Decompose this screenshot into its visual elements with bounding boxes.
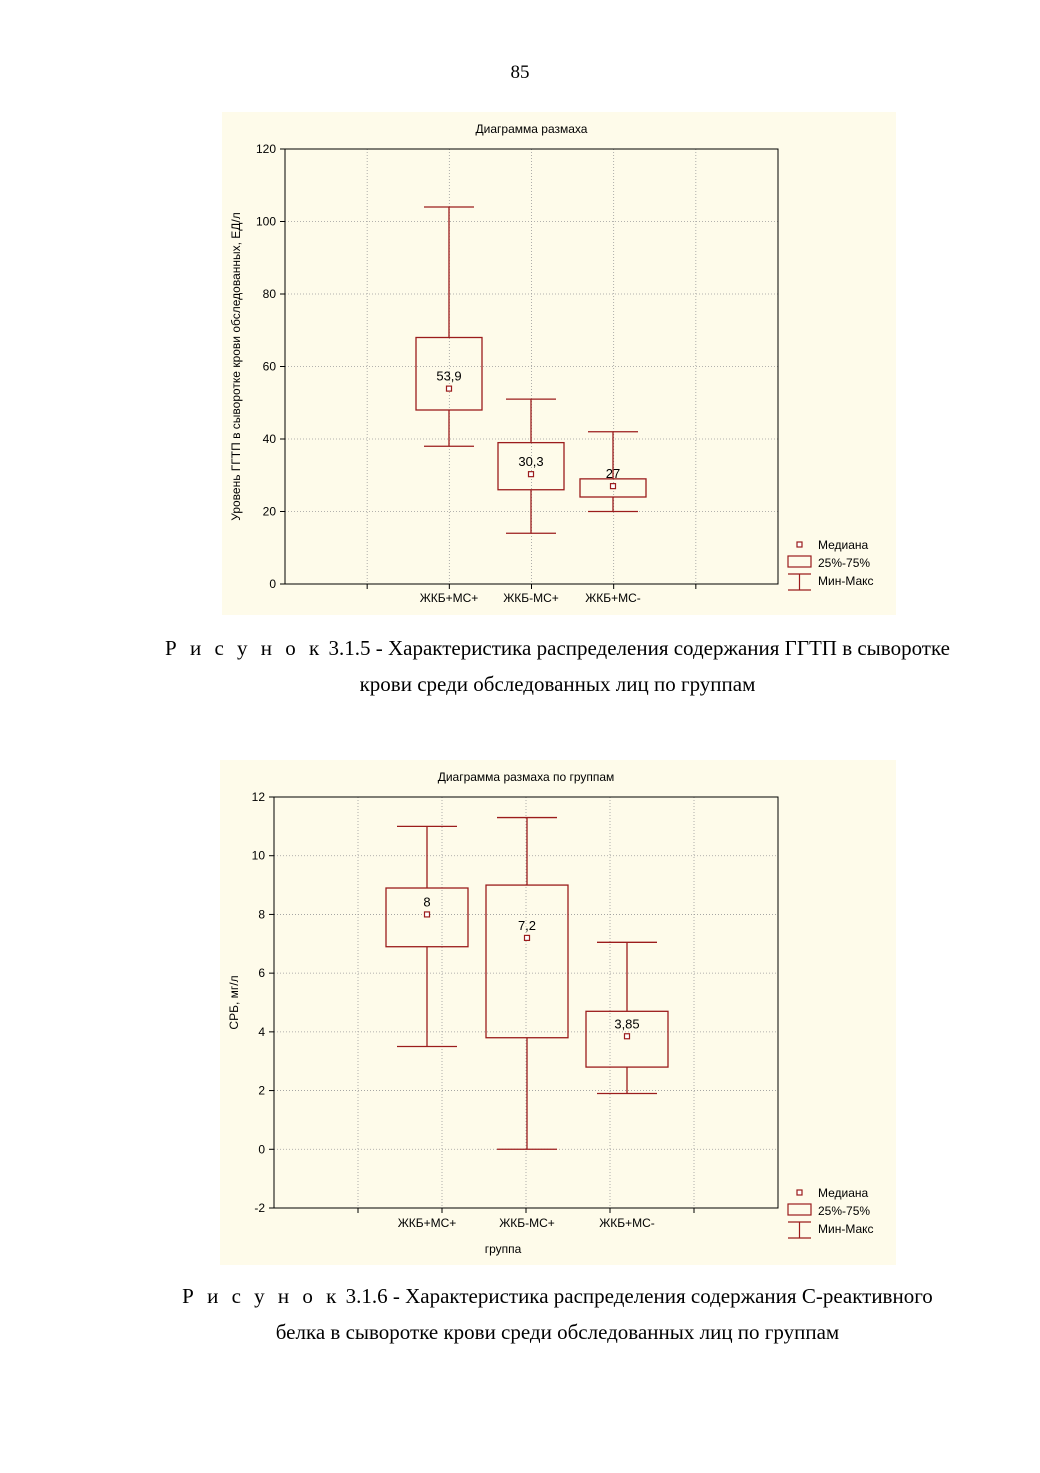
category-label: ЖКБ+МС+ (419, 591, 479, 605)
y-tick-label: 12 (251, 790, 265, 804)
caption-1-text: - Характеристика распределения содержания ГГТП в сыворотке (370, 636, 950, 660)
x-axis-label: группа (484, 1242, 522, 1256)
median-marker (611, 484, 616, 489)
figure-ggtp-box-chart (222, 112, 896, 615)
figure-crp-box-chart (220, 760, 896, 1265)
category-label: ЖКБ-МС+ (499, 1216, 555, 1230)
y-tick-label: 2 (258, 1083, 265, 1098)
caption-2-line-1 (0, 1278, 1040, 1314)
y-tick-label: 8 (258, 907, 265, 922)
caption-2-number: 3.1.6 (345, 1284, 388, 1308)
median-marker (447, 386, 452, 391)
y-tick-label: 80 (262, 287, 276, 301)
figure-caption-1 (0, 630, 1040, 702)
median-marker (525, 935, 530, 940)
caption-2-text: - Характеристика распределения содержания С-реактивного (387, 1284, 933, 1308)
legend-box-marker (788, 556, 811, 567)
median-label: 53,9 (436, 368, 462, 384)
median-marker (529, 472, 534, 477)
legend-box-marker (788, 1204, 811, 1215)
y-tick-label: 0 (258, 1142, 265, 1157)
plot-frame (274, 797, 778, 1208)
y-tick-label: 4 (258, 1024, 265, 1039)
category-label: ЖКБ+МС+ (397, 1216, 457, 1230)
caption-1-line-1 (0, 630, 1040, 666)
legend-median-marker (797, 542, 802, 547)
legend-whisker-label: Мин-Макс (818, 1222, 874, 1236)
y-tick-label: 40 (262, 432, 276, 446)
median-label: 3,85 (614, 1016, 640, 1032)
y-tick-label: 6 (258, 966, 265, 981)
crp-box-plot (220, 760, 896, 1265)
y-tick-label: 10 (251, 848, 265, 863)
caption-2-line-2: белка в сыворотке крови среди обследованных лиц по группам (275, 1320, 840, 1344)
legend-box-label: 25%-75% (818, 1204, 871, 1218)
median-label: 27 (605, 466, 621, 482)
y-tick-label: 100 (255, 214, 276, 229)
legend-whisker-label: Мин-Макс (818, 574, 874, 588)
category-label: ЖКБ+МС- (585, 591, 641, 605)
caption-2-prefix: Р и с у н о к (182, 1284, 341, 1308)
ggtp-box-plot (222, 112, 896, 615)
y-tick-label: 60 (262, 359, 276, 374)
median-marker (425, 912, 430, 917)
legend-box-label: 25%-75% (818, 556, 871, 570)
legend-median-marker (797, 1190, 802, 1195)
y-axis-label: СРБ, мг/л (227, 975, 241, 1030)
median-marker (625, 1034, 630, 1039)
median-label: 7,2 (517, 917, 537, 933)
median-label: 30,3 (518, 454, 544, 470)
median-label: 8 (423, 894, 431, 910)
chart-title: Диаграмма размаха (475, 122, 588, 136)
figure-caption-2 (0, 1278, 1040, 1350)
legend-median-label: Медиана (818, 1186, 869, 1200)
y-tick-label: 20 (262, 504, 276, 519)
caption-1-number: 3.1.5 (328, 636, 371, 660)
category-label: ЖКБ-МС+ (503, 591, 559, 605)
caption-1-prefix: Р и с у н о к (165, 636, 324, 660)
y-tick-label: 0 (269, 577, 276, 591)
chart-title: Диаграмма размаха по группам (437, 770, 615, 784)
y-axis-label: Уровень ГГТП в сыворотке крови обследованных, ЕД/л (229, 212, 243, 521)
legend-median-label: Медиана (818, 538, 869, 552)
page-number: 85 (510, 62, 530, 83)
y-tick-label: 120 (255, 142, 276, 156)
y-tick-label: -2 (254, 1201, 265, 1215)
category-label: ЖКБ+МС- (599, 1216, 655, 1230)
caption-1-line-2: крови среди обследованных лиц по группам (359, 672, 756, 696)
